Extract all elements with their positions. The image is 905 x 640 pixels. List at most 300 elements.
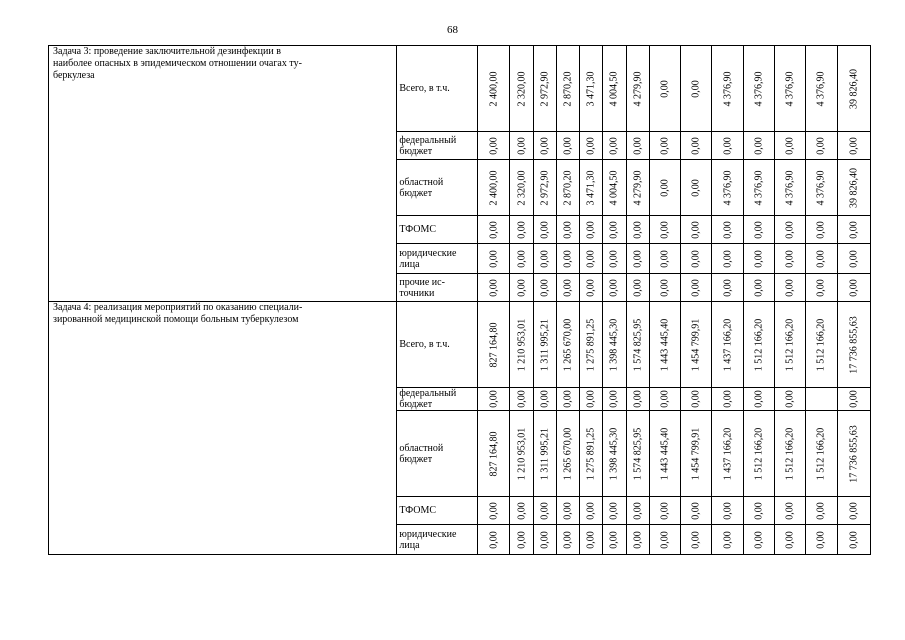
task-title (49, 46, 397, 302)
value-text: 1 512 166,20 (753, 318, 765, 371)
value-text: 0,00 (722, 390, 734, 408)
value-text: 0,00 (562, 220, 574, 239)
funding-source (397, 244, 478, 274)
value-text: 4 279,90 (632, 170, 644, 205)
value-cell (556, 388, 579, 411)
value-text: 1 398 445,30 (608, 318, 620, 371)
value-cell (626, 216, 649, 244)
value-text: 0,00 (784, 501, 796, 520)
value-cell (649, 274, 680, 302)
funding-source (397, 46, 478, 132)
value-cell (743, 274, 774, 302)
value-cell (806, 525, 837, 555)
value-text: 0,00 (585, 278, 597, 297)
value-cell (580, 46, 603, 132)
value-text: 0,00 (539, 530, 551, 549)
value-text: 0,00 (539, 136, 551, 155)
value-cell (603, 216, 626, 244)
funding-source (397, 388, 478, 411)
value-text: 3 471,30 (585, 170, 597, 205)
funding-source (397, 525, 478, 555)
value-cell (837, 388, 870, 411)
value-text: 0,00 (562, 390, 574, 408)
value-text: 0,00 (585, 249, 597, 268)
value-cell (603, 160, 626, 216)
value-text: 0,00 (488, 501, 500, 520)
value-cell (603, 411, 626, 497)
value-cell (580, 411, 603, 497)
task-title-line: наиболее опасных в эпидемическом отношении очагах ту- (53, 58, 302, 69)
value-cell (626, 132, 649, 160)
value-text: 0,00 (516, 249, 528, 268)
value-cell (603, 244, 626, 274)
value-text: 1 265 670,00 (562, 318, 574, 371)
value-text: 0,00 (562, 136, 574, 155)
value-cell (510, 302, 533, 388)
value-cell (478, 274, 510, 302)
value-cell (806, 244, 837, 274)
value-cell (580, 525, 603, 555)
value-text: 827 164,80 (488, 322, 500, 367)
value-text: 2 320,00 (516, 170, 528, 205)
value-text: 0,00 (722, 501, 734, 520)
value-cell (580, 274, 603, 302)
value-cell (774, 160, 805, 216)
value-cell (712, 274, 743, 302)
value-cell (712, 525, 743, 555)
value-cell (626, 160, 649, 216)
value-text: 0,00 (753, 136, 765, 155)
value-text: 17 736 855,63 (848, 315, 860, 374)
value-text: 0,00 (608, 249, 620, 268)
value-text: 0,00 (608, 390, 620, 408)
value-cell (743, 216, 774, 244)
value-cell (712, 302, 743, 388)
value-cell (806, 160, 837, 216)
value-text: 0,00 (608, 220, 620, 239)
value-cell (510, 497, 533, 525)
task-title (49, 302, 397, 555)
value-cell (580, 388, 603, 411)
value-text: 0,00 (659, 249, 671, 268)
value-cell (743, 497, 774, 525)
value-cell (681, 244, 712, 274)
value-cell (649, 411, 680, 497)
value-text: 0,00 (753, 501, 765, 520)
value-cell (743, 160, 774, 216)
value-text: 0,00 (562, 249, 574, 268)
funding-source-line: Всего, в т.ч. (399, 83, 450, 94)
value-cell (837, 132, 870, 160)
value-cell (743, 388, 774, 411)
value-text: 0,00 (659, 136, 671, 155)
value-text: 0,00 (659, 278, 671, 297)
value-text: 1 512 166,20 (784, 318, 796, 371)
value-cell (774, 388, 805, 411)
value-text: 4 376,90 (784, 71, 796, 106)
value-cell (681, 132, 712, 160)
value-text: 1 512 166,20 (784, 427, 796, 480)
value-cell (649, 132, 680, 160)
value-text: 0,00 (539, 501, 551, 520)
value-cell (806, 216, 837, 244)
value-cell (556, 411, 579, 497)
funding-source (397, 132, 478, 160)
value-text: 1 275 891,25 (585, 318, 597, 371)
value-cell (649, 525, 680, 555)
value-cell (774, 46, 805, 132)
value-cell (649, 497, 680, 525)
value-text: 0,00 (690, 79, 702, 98)
value-text: 0,00 (562, 501, 574, 520)
funding-source-line: ТФОМС (399, 505, 437, 516)
value-text: 1 398 445,30 (608, 427, 620, 480)
value-cell (774, 274, 805, 302)
value-text: 1 210 953,01 (516, 318, 528, 371)
page-number: 68 (447, 24, 458, 36)
value-cell (510, 160, 533, 216)
value-cell (478, 497, 510, 525)
value-text: 1 311 995,21 (539, 427, 551, 480)
value-text: 0,00 (608, 136, 620, 155)
value-text: 0,00 (539, 220, 551, 239)
value-cell (478, 132, 510, 160)
value-text: 0,00 (784, 530, 796, 549)
value-cell (837, 160, 870, 216)
value-cell (510, 46, 533, 132)
value-cell (649, 216, 680, 244)
funding-source (397, 411, 478, 497)
value-cell (774, 411, 805, 497)
value-cell (806, 388, 837, 411)
value-cell (533, 525, 556, 555)
value-text: 827 164,80 (488, 431, 500, 476)
value-cell (603, 497, 626, 525)
value-text: 0,00 (815, 220, 827, 239)
value-text: 0,00 (815, 501, 827, 520)
value-text: 0,00 (848, 530, 860, 549)
value-cell (533, 274, 556, 302)
value-cell (626, 274, 649, 302)
value-cell (510, 216, 533, 244)
value-text: 0,00 (659, 220, 671, 239)
value-cell (533, 160, 556, 216)
value-cell (712, 132, 743, 160)
value-text: 0,00 (516, 501, 528, 520)
value-text: 1 512 166,20 (815, 318, 827, 371)
value-cell (681, 302, 712, 388)
value-cell (649, 46, 680, 132)
value-cell (712, 244, 743, 274)
value-text: 0,00 (848, 390, 860, 408)
value-cell (580, 132, 603, 160)
value-cell (533, 302, 556, 388)
value-text: 0,00 (690, 501, 702, 520)
value-cell (603, 388, 626, 411)
value-text: 4 376,90 (753, 170, 765, 205)
value-cell (774, 302, 805, 388)
value-text: 0,00 (848, 136, 860, 155)
value-cell (533, 411, 556, 497)
value-cell (626, 302, 649, 388)
budget-table (48, 45, 871, 555)
value-cell (837, 525, 870, 555)
value-cell (478, 302, 510, 388)
value-cell (626, 411, 649, 497)
value-text: 1 454 799,91 (690, 427, 702, 480)
value-cell (743, 132, 774, 160)
value-text: 0,00 (585, 390, 597, 408)
funding-source-line: бюджет (399, 453, 433, 465)
value-text: 1 443 445,40 (659, 427, 671, 480)
value-text: 0,00 (848, 220, 860, 239)
value-text: 1 443 445,40 (659, 318, 671, 371)
value-text: 1 574 825,95 (632, 318, 644, 371)
value-text: 0,00 (784, 220, 796, 239)
value-text: 0,00 (632, 220, 644, 239)
value-text: 0,00 (690, 278, 702, 297)
value-text: 4 279,90 (632, 71, 644, 106)
funding-source-line: юридические (399, 528, 457, 540)
value-cell (556, 160, 579, 216)
value-text: 0,00 (722, 530, 734, 549)
value-text: 4 376,90 (722, 71, 734, 106)
value-cell (533, 46, 556, 132)
value-text: 0,00 (848, 278, 860, 297)
value-cell (603, 302, 626, 388)
value-text: 1 311 995,21 (539, 318, 551, 371)
value-cell (478, 411, 510, 497)
value-text: 1 437 166,20 (722, 427, 734, 480)
value-cell (580, 244, 603, 274)
value-text: 2 870,20 (562, 170, 574, 205)
value-text: 2 870,20 (562, 71, 574, 106)
value-text: 0,00 (690, 530, 702, 549)
value-text: 0,00 (659, 501, 671, 520)
value-cell (743, 46, 774, 132)
value-cell (743, 411, 774, 497)
value-text: 0,00 (784, 390, 796, 408)
value-cell (580, 302, 603, 388)
value-cell (774, 525, 805, 555)
value-cell (806, 411, 837, 497)
value-text: 0,00 (753, 278, 765, 297)
value-cell (510, 388, 533, 411)
value-cell (712, 46, 743, 132)
funding-source (397, 302, 478, 388)
value-text: 0,00 (632, 390, 644, 408)
value-text: 39 826,40 (848, 167, 860, 208)
table-row (49, 46, 871, 132)
value-cell (603, 274, 626, 302)
value-cell (626, 388, 649, 411)
value-cell (533, 388, 556, 411)
value-cell (533, 497, 556, 525)
value-cell (626, 46, 649, 132)
funding-source-line: прочие ис- (399, 276, 445, 288)
value-cell (556, 497, 579, 525)
value-cell (837, 411, 870, 497)
value-text: 2 400,00 (488, 170, 500, 205)
value-text: 4 376,90 (753, 71, 765, 106)
value-text: 0,00 (562, 278, 574, 297)
value-text: 0,00 (659, 79, 671, 98)
value-cell (774, 216, 805, 244)
value-text: 1 265 670,00 (562, 427, 574, 480)
value-text: 1 512 166,20 (815, 427, 827, 480)
value-cell (478, 216, 510, 244)
value-cell (649, 388, 680, 411)
value-text: 0,00 (488, 278, 500, 297)
value-cell (510, 132, 533, 160)
value-text: 0,00 (608, 278, 620, 297)
value-cell (478, 46, 510, 132)
value-cell (478, 244, 510, 274)
value-text: 0,00 (753, 220, 765, 239)
value-text: 0,00 (815, 249, 827, 268)
value-text: 0,00 (722, 136, 734, 155)
task-title-line: Задача 3: проведение заключительной дезинфекции в (53, 46, 281, 57)
value-text: 0,00 (585, 501, 597, 520)
funding-source-line: бюджет (399, 145, 433, 157)
value-text: 0,00 (848, 249, 860, 268)
value-text: 0,00 (690, 136, 702, 155)
value-cell (510, 411, 533, 497)
value-text: 1 210 953,01 (516, 427, 528, 480)
value-text: 0,00 (815, 136, 827, 155)
value-text: 17 736 855,63 (848, 424, 860, 483)
value-text: 0,00 (516, 278, 528, 297)
value-cell (510, 244, 533, 274)
value-cell (603, 132, 626, 160)
value-text: 39 826,40 (848, 68, 860, 109)
value-cell (510, 525, 533, 555)
funding-source-line: лица (399, 539, 420, 551)
value-cell (774, 244, 805, 274)
value-text: 4 376,90 (815, 170, 827, 205)
value-text: 1 574 825,95 (632, 427, 644, 480)
funding-source (397, 160, 478, 216)
value-cell (556, 274, 579, 302)
task-title-line: зированной медицинской помощи больным туберкулезом (53, 314, 299, 325)
value-text: 0,00 (585, 136, 597, 155)
value-text: 0,00 (488, 136, 500, 155)
value-cell (681, 411, 712, 497)
value-text: 2 320,00 (516, 71, 528, 106)
value-text: 0,00 (690, 220, 702, 239)
value-cell (743, 244, 774, 274)
value-text: 0,00 (690, 178, 702, 197)
value-cell (556, 302, 579, 388)
value-cell (556, 46, 579, 132)
value-cell (806, 274, 837, 302)
value-cell (712, 216, 743, 244)
value-cell (743, 302, 774, 388)
value-cell (806, 497, 837, 525)
value-text: 0,00 (539, 390, 551, 408)
value-cell (478, 388, 510, 411)
value-cell (681, 46, 712, 132)
value-text: 0,00 (585, 220, 597, 239)
value-cell (774, 497, 805, 525)
value-text: 0,00 (562, 530, 574, 549)
value-text: 0,00 (488, 390, 500, 408)
value-cell (603, 46, 626, 132)
value-cell (837, 497, 870, 525)
value-text: 0,00 (539, 278, 551, 297)
value-text: 0,00 (753, 249, 765, 268)
value-cell (556, 216, 579, 244)
value-cell (580, 497, 603, 525)
value-cell (580, 160, 603, 216)
value-text: 0,00 (488, 220, 500, 239)
value-cell (533, 132, 556, 160)
funding-source-line: областной (399, 176, 444, 188)
funding-source-line: федеральный (399, 134, 457, 146)
value-cell (626, 525, 649, 555)
value-text: 0,00 (815, 530, 827, 549)
value-cell (681, 525, 712, 555)
value-cell (681, 216, 712, 244)
value-text: 1 275 891,25 (585, 427, 597, 480)
value-text: 0,00 (753, 390, 765, 408)
value-text: 1 512 166,20 (753, 427, 765, 480)
value-cell (478, 525, 510, 555)
value-cell (510, 274, 533, 302)
value-text: 0,00 (516, 390, 528, 408)
value-cell (712, 388, 743, 411)
value-cell (774, 132, 805, 160)
funding-source-line: областной (399, 442, 444, 454)
funding-source-line: юридические (399, 247, 457, 259)
value-text: 0,00 (659, 390, 671, 408)
value-cell (533, 244, 556, 274)
value-cell (837, 244, 870, 274)
value-text: 0,00 (488, 249, 500, 268)
value-text: 0,00 (585, 530, 597, 549)
value-cell (626, 244, 649, 274)
value-text: 0,00 (784, 249, 796, 268)
value-text: 4 376,90 (815, 71, 827, 106)
value-text: 0,00 (690, 390, 702, 408)
value-cell (626, 497, 649, 525)
value-cell (712, 497, 743, 525)
funding-source (397, 216, 478, 244)
funding-source-line: точники (399, 287, 435, 299)
value-text: 0,00 (539, 249, 551, 268)
value-cell (712, 160, 743, 216)
value-text: 0,00 (848, 501, 860, 520)
value-cell (556, 244, 579, 274)
value-cell (556, 525, 579, 555)
funding-source-line: бюджет (399, 187, 433, 199)
funding-source-line: ТФОМС (399, 224, 437, 235)
value-text: 0,00 (722, 249, 734, 268)
value-text: 0,00 (784, 278, 796, 297)
value-text: 4 376,90 (784, 170, 796, 205)
value-cell (649, 160, 680, 216)
value-cell (681, 388, 712, 411)
value-text: 0,00 (608, 530, 620, 549)
value-text: 0,00 (516, 530, 528, 549)
value-text: 0,00 (753, 530, 765, 549)
value-text: 4 004,50 (608, 170, 620, 205)
value-text: 0,00 (659, 178, 671, 197)
funding-source-line: федеральный (399, 388, 457, 399)
value-cell (478, 160, 510, 216)
value-text: 1 454 799,91 (690, 318, 702, 371)
value-cell (681, 274, 712, 302)
